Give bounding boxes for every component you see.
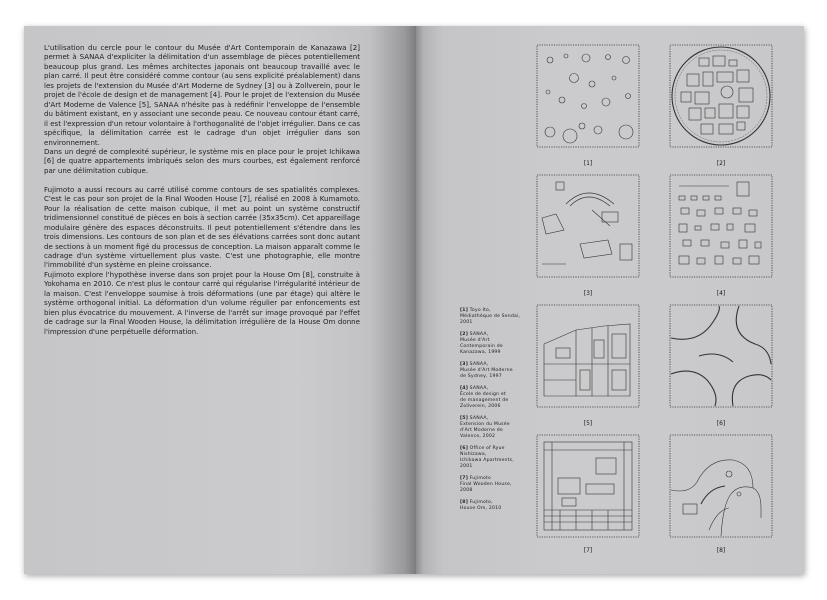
caption-line: de Sydney, 1997 [460, 374, 502, 379]
caption-number: [2] [460, 332, 468, 337]
figure-1-plan [536, 44, 640, 148]
body-text [44, 43, 360, 336]
caption-line: SANAA, [469, 416, 489, 421]
caption-line: Nishizawa, [460, 452, 487, 457]
caption-2 [460, 332, 528, 356]
figure-5-plan [536, 304, 640, 408]
figure-6-plan [669, 304, 773, 408]
figure-4-plan [669, 174, 773, 278]
caption-line: Office of Ryue [469, 446, 505, 451]
caption-line: 2001 [460, 320, 473, 325]
caption-line: Zollverein, 2006 [460, 404, 501, 409]
caption-line: d'Art Moderne de [460, 428, 503, 433]
caption-number: [8] [460, 500, 468, 505]
caption-line: SANAA, [469, 386, 489, 391]
figure-label-8: [8] [716, 547, 726, 554]
caption-line: Ichikawa Apartments, [460, 458, 514, 463]
caption-line: Kanazawa, 1999 [460, 350, 501, 355]
caption-8 [460, 500, 528, 512]
figure-label-7: [7] [583, 547, 593, 554]
caption-line: Musée d'Art [460, 338, 490, 343]
caption-number: [5] [460, 416, 468, 421]
figure-2-plan [669, 44, 773, 148]
caption-line: SANAA, [469, 362, 489, 367]
caption-line: Contemporain de [460, 344, 503, 349]
caption-line: de management de [460, 398, 509, 403]
figure-8-plan [669, 434, 773, 538]
caption-line: 2001 [460, 464, 473, 469]
caption-line: 2008 [460, 488, 473, 493]
caption-4 [460, 386, 528, 410]
caption-number: [3] [460, 362, 468, 367]
caption-line: House Om, 2010 [460, 506, 502, 511]
figure-label-6: [6] [716, 420, 726, 427]
caption-1 [460, 308, 528, 326]
caption-line: Fujimoto, [469, 500, 493, 505]
caption-3 [460, 362, 528, 380]
caption-5 [460, 416, 528, 440]
paragraph-1: L'utilisation du cercle pour le contour du Musée d'Art Contemporain de Kanazawa [2] permet à SANAA d'expliciter la délimitation d'un assemblage de pièces potentiellement beaucoup plus grand. Les mêmes architectes japonais ont beaucoup travaillé avec le plan carré. Il peut être considéré comme contour (au sens explicité préalablement) dans les projets de l'extension du Musée d'Art Moderne de Sydney [3] ou à Zollverein, pour le projet de l'école de design et de management [4]. Pour le projet de l'extension du Musée d'Art Moderne de Valence [5], SANAA n'hésite pas à redéfinir l'enveloppe de l'ensemble du bâtiment existant, en y associant une seconde peau. Ce nouveau contour étant carré, il est l'expression d'un retour volontaire à l'orthogonalité de l'objet irrégulier. Dans ce cas spécifique, la délimitation carrée est le cadrage d'un objet irrégulier dans son environnement. [44, 43, 360, 147]
figure-label-4: [4] [716, 290, 726, 297]
caption-7 [460, 476, 528, 494]
caption-number: [4] [460, 386, 468, 391]
caption-line: SANAA, [469, 332, 489, 337]
figure-captions [460, 308, 528, 518]
caption-line: Extension du Musée [460, 422, 510, 427]
left-page [24, 26, 416, 574]
caption-line: Médiathèque de Sendai, [460, 314, 521, 319]
caption-number: [7] [460, 476, 468, 481]
figure-7-plan [536, 434, 640, 538]
caption-line: Musée d'Art Moderne [460, 368, 513, 373]
caption-line: Toyo Ito, [469, 308, 491, 313]
caption-line: Fujimoto [469, 476, 492, 481]
paragraph-2: Dans un degré de complexité supérieur, le système mis en place pour le projet Ichikawa [6] de quatre appartements imbriqués selon des murs courbes, est également renforcé par une délimitation cubique. [44, 146, 360, 175]
caption-line: Valence, 2002 [460, 434, 496, 439]
paragraph-3: Fujimoto a aussi recours au carré utilisé comme contours de ses spatialités complexes. C'est le cas pour son projet de la Final Wooden House [7], réalisé en 2008 à Kumamoto. Pour la réalisation de cette maison cubique, il met au point un système constructif tridimensionnel constitué de pièces en bois à section carrée (35x35cm). Cet appareillage modulaire génère des espaces déconstruits. Il peut potentiellement s'étendre dans les trois dimensions. Les contours de son plan et de ses élévations carrées sont donc autant de sections à un moment figé du processus de conception. La maison apparaît comme le cadrage d'un système virtuellement plus vaste. C'est une photographie, elle montre l'immobilité d'un système en pleine croissance. [44, 184, 360, 270]
figure-label-1: [1] [583, 160, 593, 167]
figure-3-plan [536, 174, 640, 278]
caption-line: Final Wooden House, [460, 482, 512, 487]
paragraph-4: Fujimoto explore l'hypothèse inverse dans son projet pour la House Om [8], construite à Yokohama en 2010. Ce n'est plus le contour carré qui régularise l'irrégularité intérieur de la maison. C'est l'enveloppe soumise à trois déformations (une par étage) qui altère le système orthogonal initial. La déformation d'un volume régulier par enfoncements est bien plus évocatrice du mouvement. A l'inverse de l'arrêt sur image provoqué par l'effet de cadrage sur la Final Wooden House, la délimitation irrégulière de la House Om donne l'impression d'une perpétuelle déformation. [44, 269, 360, 336]
figure-label-2: [2] [716, 160, 726, 167]
figure-label-5: [5] [583, 420, 593, 427]
caption-number: [6] [460, 446, 468, 451]
caption-number: [1] [460, 308, 468, 313]
figure-label-3: [3] [583, 290, 593, 297]
caption-line: École de design et [460, 392, 506, 397]
caption-6 [460, 446, 528, 470]
